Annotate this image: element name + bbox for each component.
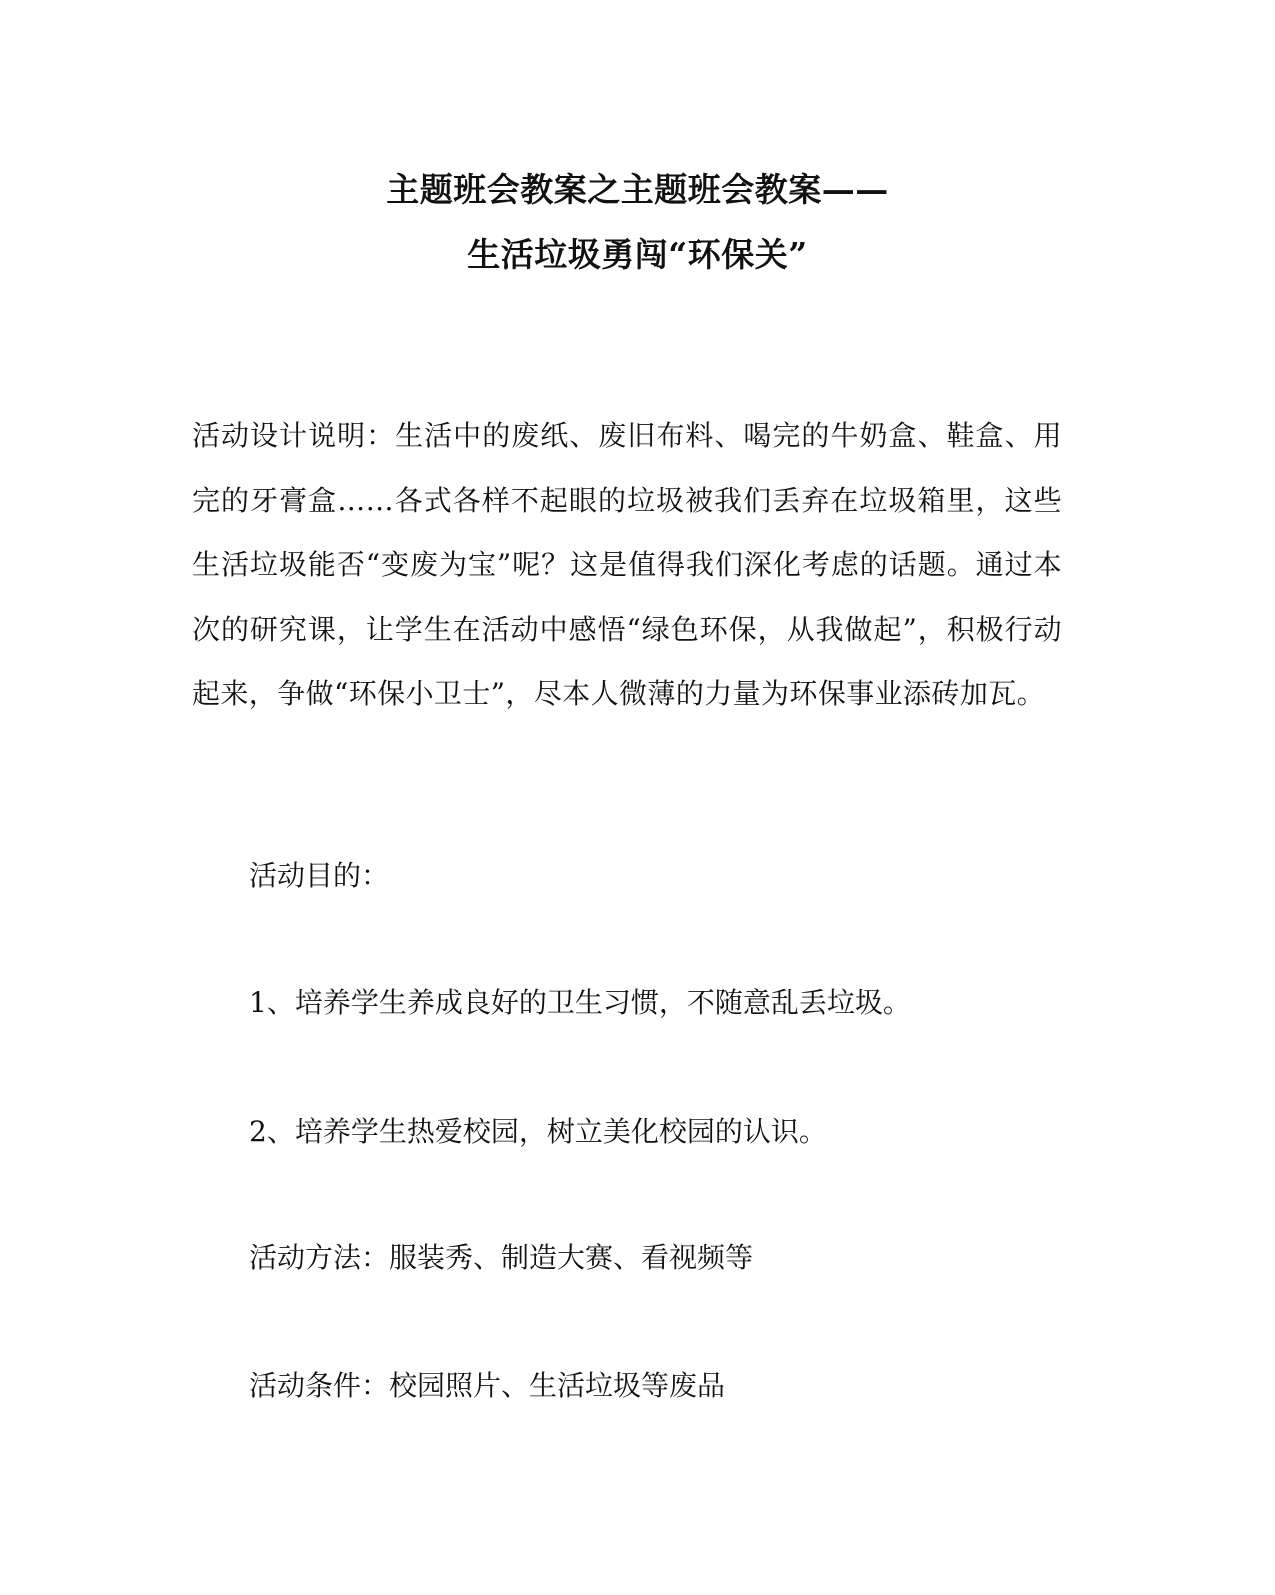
activity-conditions: 活动条件：校园照片、生活垃圾等废品	[249, 1369, 726, 1402]
document-title-line-2: 生活垃圾勇闯“环保关”	[467, 235, 808, 274]
purpose-item-1: 1、培养学生养成良好的卫生习惯，不随意乱丢垃圾。	[249, 986, 911, 1019]
document-title-line-1: 主题班会教案之主题班会教案——	[386, 170, 889, 209]
activity-design-description: 活动设计说明：生活中的废纸、废旧布料、喝完的牛奶盒、鞋盒、用完的牙膏盒……各式各样不起眼的垃圾被我们丢弃在垃圾箱里，这些生活垃圾能否“变废为宝”呢？这是值得我们深化考虑的话题。通过本次的研究课，让学生在活动中感悟“绿色环保，从我做起”，积极行动起来，争做“环保小卫士”，尽本人微薄的力量为环保事业添砖加瓦。	[192, 419, 1062, 710]
activity-method: 活动方法：服装秀、制造大赛、看视频等	[249, 1241, 754, 1274]
activity-purpose-heading: 活动目的：	[249, 859, 390, 892]
purpose-item-2: 2、培养学生热爱校园，树立美化校园的认识。	[249, 1115, 827, 1148]
